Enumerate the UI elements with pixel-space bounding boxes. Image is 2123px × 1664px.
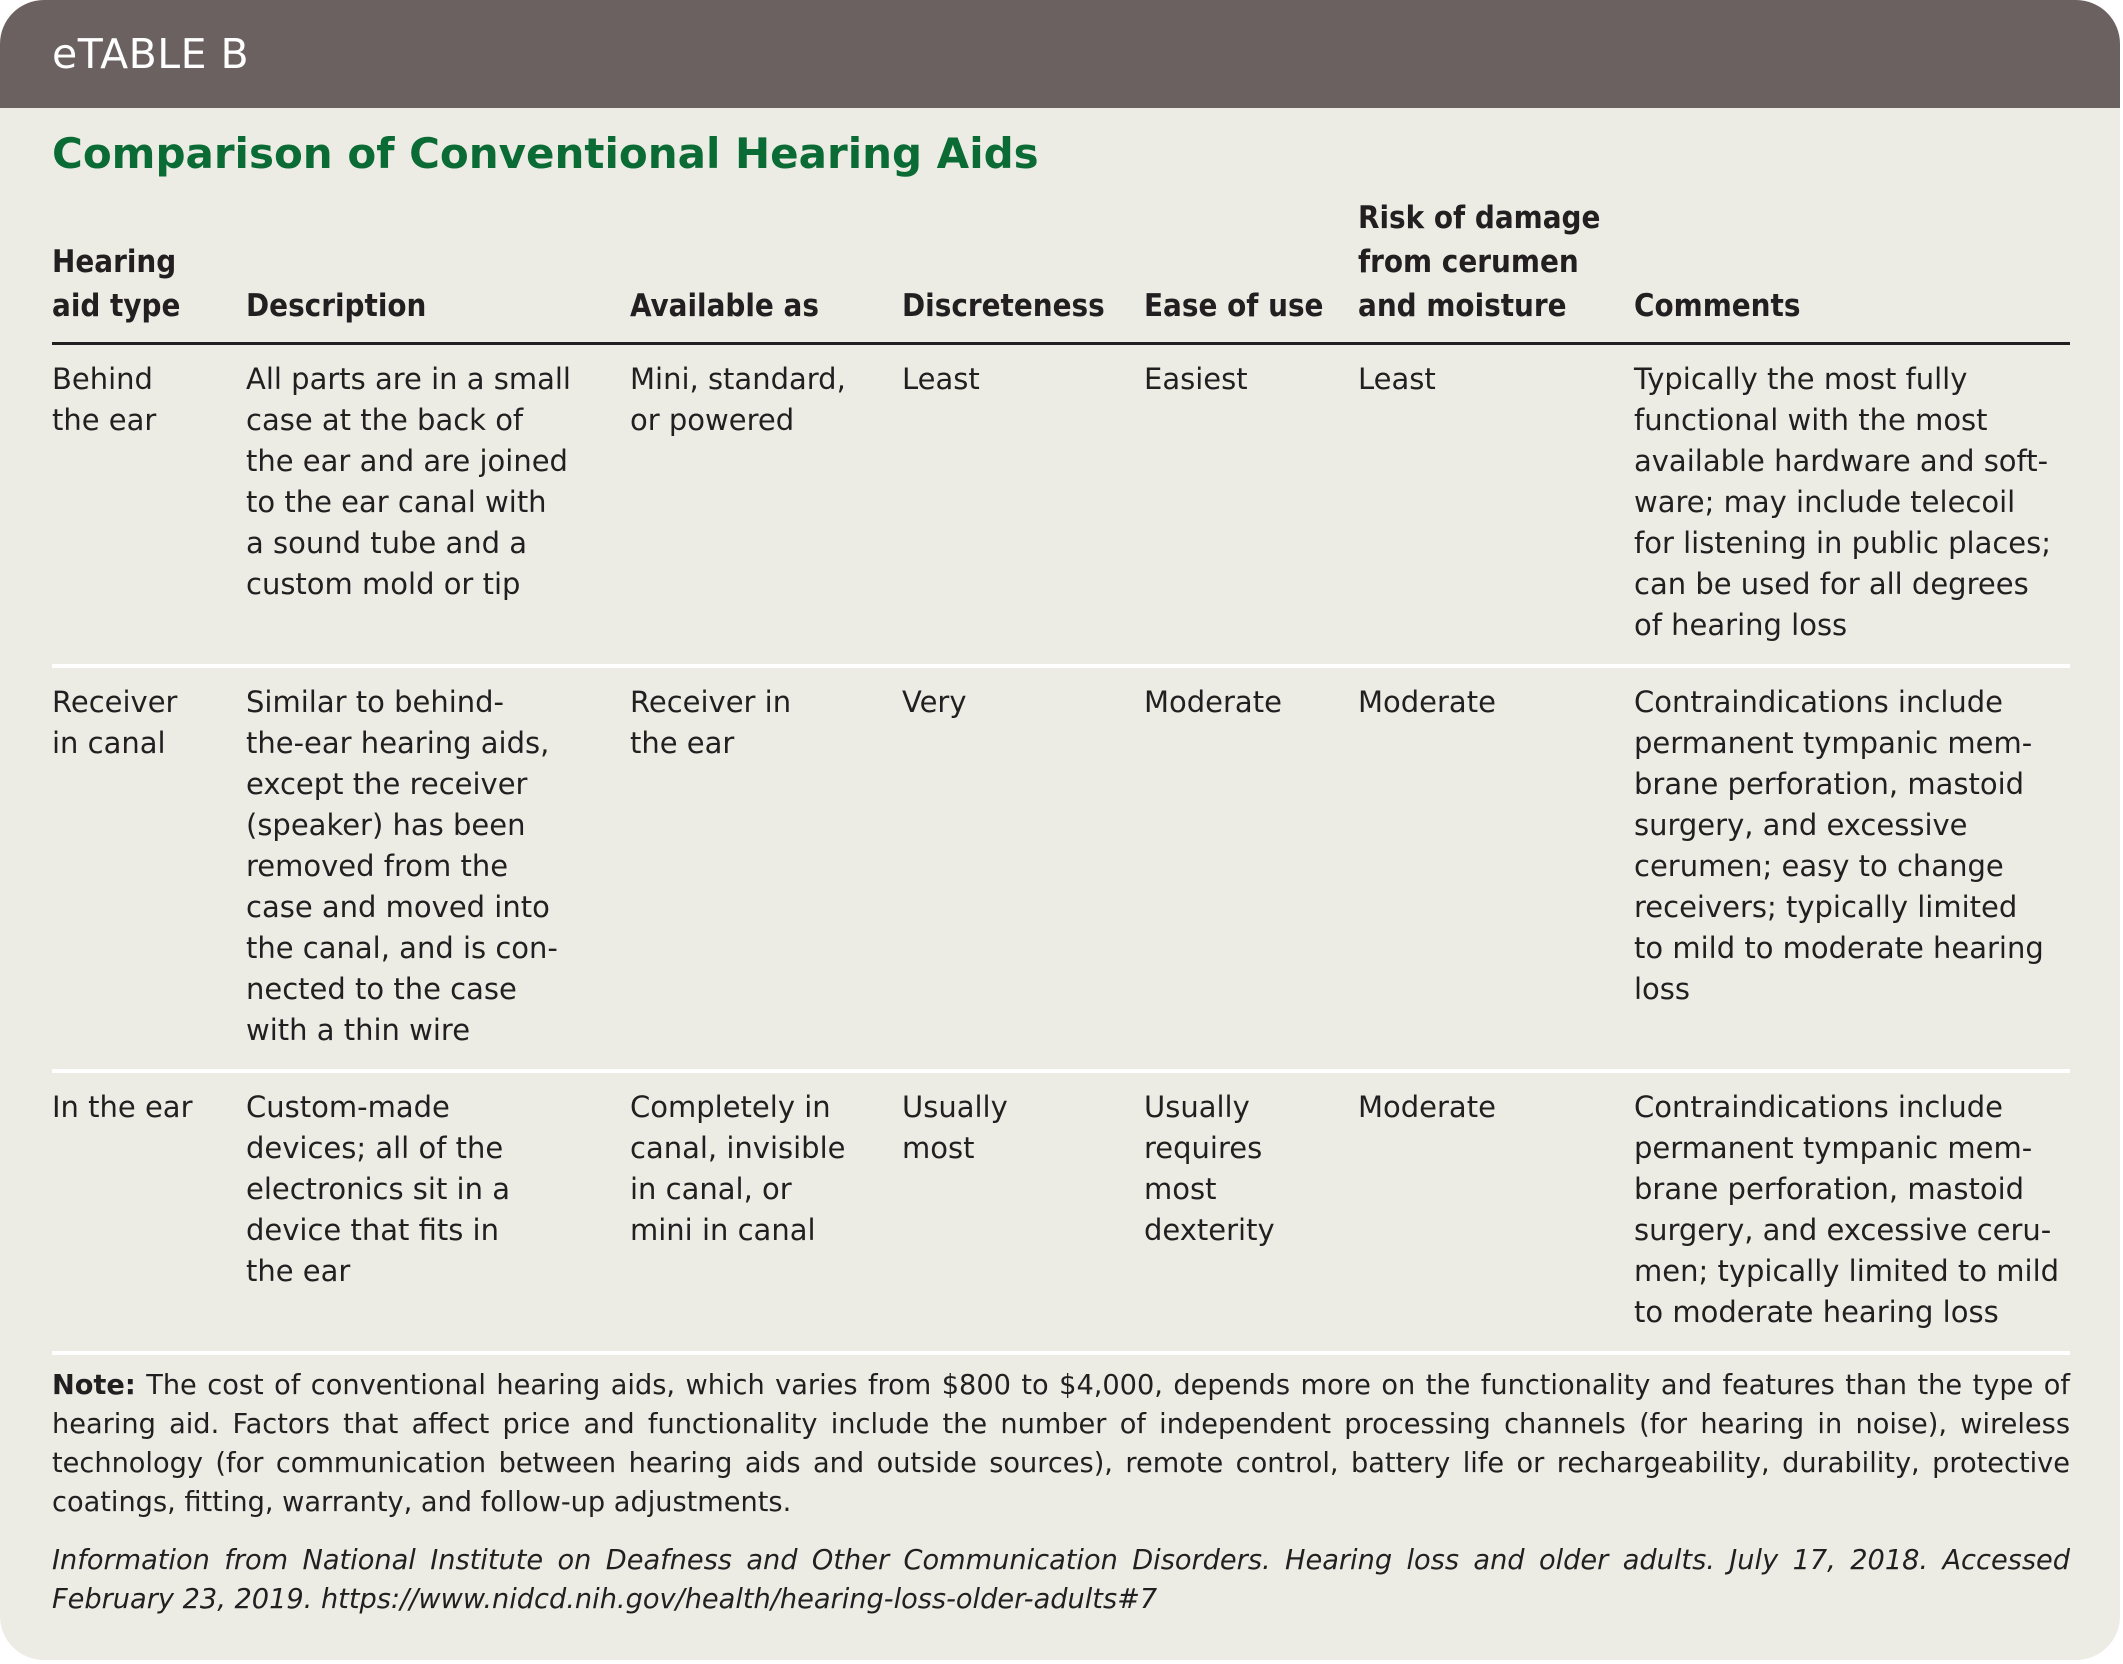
note-label: Note: bbox=[52, 1370, 136, 1401]
cell-available-as: Mini, standard, or powered bbox=[630, 362, 846, 437]
cell-discreteness: Usually most bbox=[902, 1071, 1144, 1353]
table-row bbox=[52, 1071, 2070, 1353]
cell-comments: Typically the most fully functional with the most available hardware and soft- ware; may include telecoil for listening in public places; can be used for all degrees of hearing loss bbox=[1634, 362, 2052, 642]
column-header-hearing-aid-type: Hearing aid type bbox=[52, 196, 246, 344]
column-header-description: Description bbox=[246, 196, 630, 344]
cell-ease-of-use: Easiest bbox=[1144, 362, 1248, 396]
cell-hearing-aid-type: Behind the ear bbox=[52, 362, 157, 437]
cell-comments: Contraindications include permanent tympanic mem- brane perforation, mastoid surgery, and excessive ceru- men; typically limited to mild to moderate hearing loss bbox=[1634, 1071, 2070, 1353]
cell-ease-of-use: Moderate bbox=[1144, 666, 1358, 1071]
source-citation: Information from National Institute on Deafness and Other Communication Disorders. Hearing loss and older adults. July 17, 2018. Accessed February 23, 2019. https://www.nidcd.nih.gov/health/hearing-loss-older-adults#7 bbox=[52, 1545, 2070, 1615]
table-row bbox=[52, 344, 2070, 667]
cell-comments: Contraindications include permanent tympanic mem- brane perforation, mastoid surgery, and excessive cerumen; easy to change receivers; typically limited to mild to moderate hearing loss bbox=[1634, 666, 2070, 1071]
cell-discreteness: Very bbox=[902, 666, 1144, 1071]
cell-risk-of-damage: Moderate bbox=[1358, 666, 1634, 1071]
cell-discreteness: Least bbox=[902, 362, 980, 396]
column-header-ease-of-use: Ease of use bbox=[1144, 196, 1358, 344]
cell-description: Custom-made devices; all of the electronics sit in a device that fits in the ear bbox=[246, 1071, 630, 1353]
header-row bbox=[52, 196, 2070, 344]
cell-available-as: Receiver in the ear bbox=[630, 666, 902, 1071]
column-header-discreteness: Discreteness bbox=[902, 196, 1144, 344]
comparison-table bbox=[52, 196, 2070, 1355]
cell-hearing-aid-type: Receiver in canal bbox=[52, 666, 246, 1071]
cell-description: All parts are in a small case at the back of the ear and are joined to the ear canal with a sound tube and a custom mold or tip bbox=[246, 362, 571, 601]
note-text: The cost of conventional hearing aids, which varies from $800 to $4,000, depends more on the functionality and features than the type of hearing aid. Factors that affect price and functionality include the number of independent processing channels (for hearing in noise), wireless technology (for communication between hearing aids and outside sources), remote control, battery life or rechargeability, durability, protective coatings, fitting, warranty, and follow-up adjustments. bbox=[52, 1370, 2070, 1518]
cell-risk-of-damage: Least bbox=[1358, 362, 1436, 396]
table-banner: eTABLE B bbox=[0, 0, 2120, 108]
cell-risk-of-damage: Moderate bbox=[1358, 1071, 1634, 1353]
cell-ease-of-use: Usually requires most dexterity bbox=[1144, 1071, 1358, 1353]
column-header-available-as: Available as bbox=[630, 196, 902, 344]
table-title: Comparison of Conventional Hearing Aids bbox=[52, 129, 1039, 178]
column-header-risk-of-damage: Risk of damage from cerumen and moisture bbox=[1358, 196, 1634, 344]
cell-hearing-aid-type: In the ear bbox=[52, 1071, 246, 1353]
table-row bbox=[52, 666, 2070, 1071]
table-note bbox=[52, 1366, 2070, 1522]
column-header-comments: Comments bbox=[1634, 196, 2070, 344]
cell-available-as: Completely in canal, invisible in canal, or mini in canal bbox=[630, 1071, 902, 1353]
cell-description: Similar to behind- the-ear hearing aids, except the receiver (speaker) has been removed from the case and moved into the canal, and is con- nected to the case with a thin wire bbox=[246, 666, 630, 1071]
